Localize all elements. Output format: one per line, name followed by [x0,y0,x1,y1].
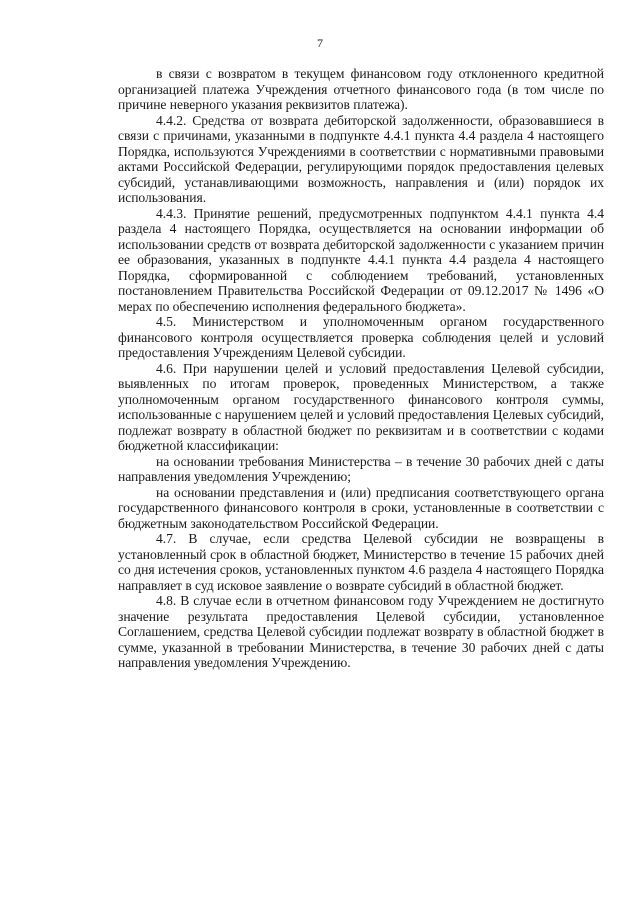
document-body [118,66,604,671]
paragraph-4-7: 4.7. В случае, если средства Целевой субсидии не возвращены в установленный срок в областной бюджет, Министерство в течение 15 рабочих дней со дня истечения сроков, установленных пунктом 4.6 раздела 4 настоящего Порядка направляет в суд исковое заявление о возврате субсидий в областной бюджет. [118,531,604,593]
paragraph-4-4-3: 4.4.3. Принятие решений, предусмотренных подпунктом 4.4.1 пункта 4.4 раздела 4 настоящего Порядка, осуществляется на основании информации об использовании средств от возврата дебиторской задолженности с указанием причин ее образования, указанных в подпункте 4.4.1 пункта 4.4 раздела 4 настоящего Порядка, сформированной с соблюдением требований, установленных постановлением Правительства Российской Федерации от 09.12.2017 № 1496 «О мерах по обеспечению исполнения федерального бюджета». [118,205,604,314]
paragraph-4-8: 4.8. В случае если в отчетном финансовом году Учреждением не достигнуто значение результата предоставления Целевой субсидии, установленное Соглашением, средства Целевой субсидии подлежат возврату в областной бюджет в сумме, указанной в требовании Министерства, в течение 30 рабочих дней с даты направления уведомления Учреждению. [118,593,604,670]
page-number: 7 [317,36,323,50]
paragraph-4-6: 4.6. При нарушении целей и условий предоставления Целевой субсидии, выявленных по итогам проверок, проведенных Министерством, а также уполномоченным органом государственного финансового контроля суммы, использованные с нарушением целей и условий предоставления Целевых субсидий, подлежат возврату в областной бюджет по реквизитам и в соответствии с кодами бюджетной классификации: [118,360,604,453]
paragraph-4-6-item-2: на основании представления и (или) предписания соответствующего органа государственного финансового контроля в сроки, установленные в соответствии с бюджетным законодательством Российской Федерации. [118,484,604,531]
paragraph-4-6-item-1: на основании требования Министерства – в течение 30 рабочих дней с даты направления уведомления Учреждению; [118,453,604,484]
paragraph-4-4-2: 4.4.2. Средства от возврата дебиторской задолженности, образовавшиеся в связи с причинами, указанными в подпункте 4.4.1 пункта 4.4 раздела 4 настоящего Порядка, используются Учреждениями в соответствии с нормативными правовыми актами Российской Федерации, регулирующими порядок предоставления целевых субсидий, устанавливающими возможность, направления и (или) порядок их использования. [118,112,604,205]
paragraph-4-5: 4.5. Министерством и уполномоченным органом государственного финансового контроля осуществляется проверка соблюдения целей и условий предоставления Учреждениям Целевой субсидии. [118,314,604,360]
paragraph-continuation: в связи с возвратом в текущем финансовом году отклоненного кредитной организацией платежа Учреждения отчетного финансового года (в том числе по причине неверного указания реквизитов платежа). [118,66,604,112]
